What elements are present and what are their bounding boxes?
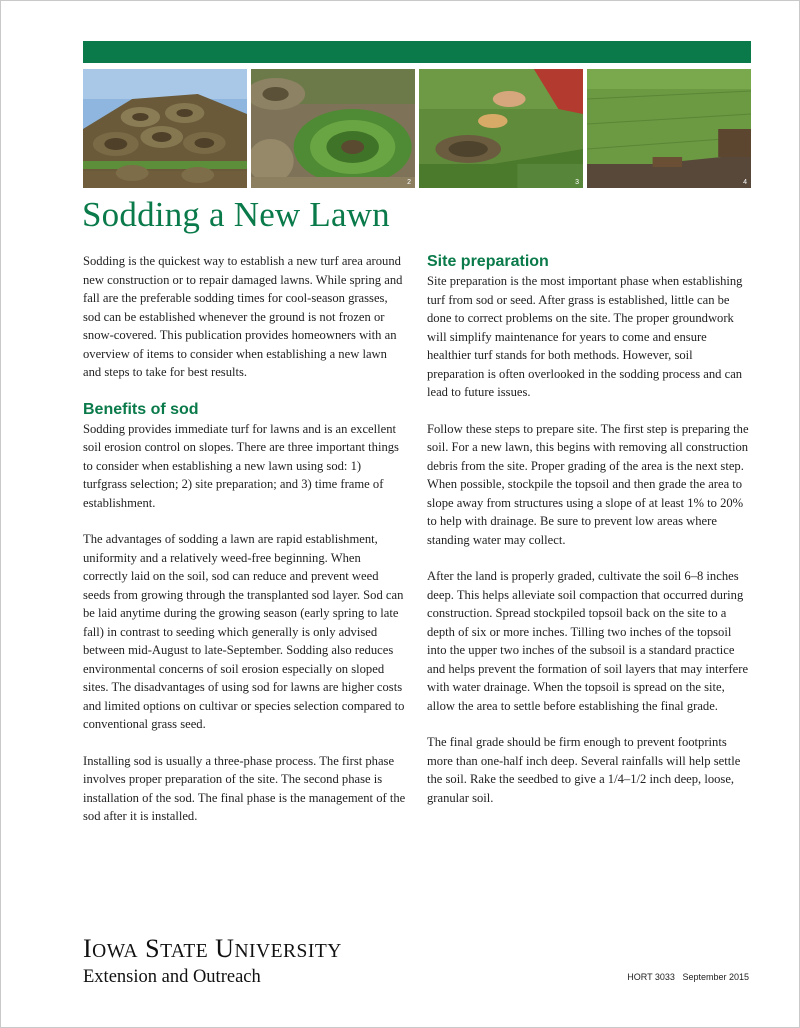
site-paragraph-2: Follow these steps to prepare site. The first step is preparing the soil. For a new lawn, this begins with removing all construction debris from the site. Proper grading of the area is the next step. When possible, stockpile the topsoil and then grade the area to slope away from structures using a slope of at least 1% to 20% to help with drainage. Be sure to prevent low areas where standing water may collect. bbox=[427, 421, 749, 547]
page-title: Sodding a New Lawn bbox=[82, 195, 390, 234]
pub-date: September 2015 bbox=[682, 972, 749, 982]
photo-stacked-sod-rolls bbox=[83, 69, 247, 188]
photo-number: 3 bbox=[575, 179, 579, 186]
benefits-paragraph-2: The advantages of sodding a lawn are rapid establishment, uniformity and a relatively weed-free beginning. When correctly laid on the soil, sod can reduce and prevent weed seeds from growing through the transplanted sod layer. Sod can be laid anytime during the growing season (early spring to late fall) in contrast to seeding which generally is only advised between mid-August to late-September. Sodding also reduces environmental concerns of soil erosion especially on sloped sites. The disadvantages of using sod for lawns are higher costs and limited options on cultivar or species selection compared to conventional grass seed. bbox=[83, 532, 405, 731]
benefits-paragraph-1: Sodding provides immediate turf for lawns and is an excellent soil erosion control on slopes. There are three important things to consider when establishing a new lawn using sod: 1) turfgrass selection; 2) site preparation; and 3) time frame of establishment. bbox=[83, 421, 399, 510]
logo-subtitle: Extension and Outreach bbox=[83, 967, 261, 987]
intro-paragraph: Sodding is the quickest way to establish a new turf area around new construction or to repair damaged lawns. While spring and fall are the preferable sodding times for cool-season grasses, sod can be established whenever the ground is not frozen or snow-covered. This publication provides homeowners with an overview of items to consider when establishing a new lawn and steps to take for best results. bbox=[83, 254, 403, 379]
university-logo bbox=[83, 934, 342, 987]
sod-stack-image bbox=[83, 69, 247, 188]
publication-code bbox=[627, 972, 749, 982]
pub-code: HORT 3033 bbox=[627, 972, 675, 982]
left-column bbox=[83, 252, 408, 844]
photo-number: 2 bbox=[407, 179, 411, 186]
hands-laying-sod-image bbox=[419, 69, 583, 188]
photo-hands-laying-sod bbox=[419, 69, 583, 188]
benefits-paragraph-3: Installing sod is usually a three-phase process. The first phase involves proper preparation of the site. The second phase is installation of the sod. The final phase is the management of the sod after it is installed. bbox=[83, 753, 406, 823]
site-paragraph-1: Site preparation is the most important phase when establishing turf from sod or seed. After grass is established, little can be done to correct problems on the site. The proper groundwork will simplify maintenance for years to come and ensure healthier turf stands for both methods. However, soil preparation is often overlooked in the sodding process and can lead to future issues. bbox=[427, 274, 743, 399]
site-preparation-heading: Site preparation bbox=[427, 253, 549, 270]
site-paragraph-3: After the land is properly graded, cultivate the soil 6–8 inches deep. This helps alleviate soil compaction that occurred during construction. Spread stockpiled topsoil back on the site to a depth of six or more inches. Tilling two inches of the topsoil into the upper two inches of the subsoil is a standard practice and helps prevent the formation of soil layers that may interfere with water drainage. When the topsoil is spread on the site, allow the area to settle before establishing the final grade. bbox=[427, 569, 749, 713]
logo-wordmark: IOWA STATE UNIVERSITY bbox=[83, 934, 342, 963]
photo-sod-roll-closeup bbox=[251, 69, 415, 188]
sod-roll-closeup-image bbox=[251, 69, 415, 188]
photo-strip bbox=[83, 69, 751, 188]
laid-sod-image bbox=[587, 69, 751, 188]
photo-laid-sod-rows bbox=[587, 69, 751, 188]
benefits-heading: Benefits of sod bbox=[83, 400, 199, 418]
site-paragraph-4: The final grade should be firm enough to prevent footprints more than one-half inch deep. Several rainfalls will help settle the soil. Rake the seedbed to give a 1/4–1/2 inch deep, loose, granular soil. bbox=[427, 735, 741, 805]
header-banner bbox=[83, 41, 751, 63]
right-column bbox=[427, 252, 752, 825]
photo-number: 4 bbox=[743, 179, 747, 186]
